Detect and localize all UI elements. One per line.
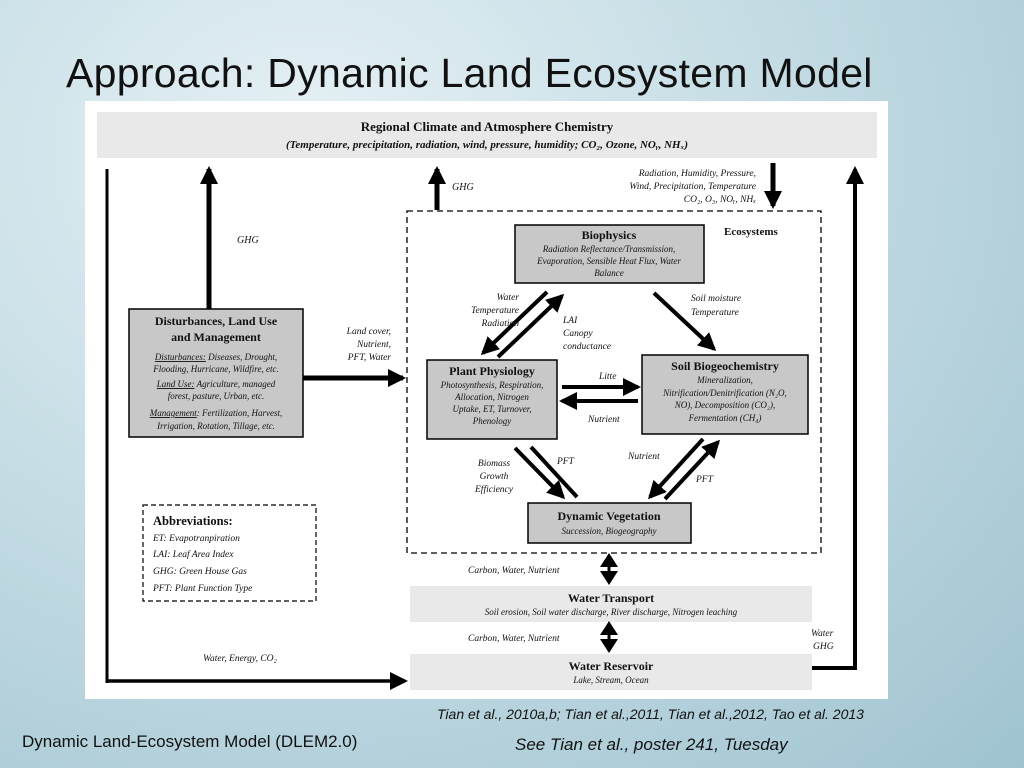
carbon-water-label-1: Carbon, Water, Nutrient: [468, 566, 560, 576]
lai-canopy-line-1: LAI: [563, 316, 578, 326]
dlem-diagram: [85, 101, 888, 699]
land-cover-line-3: PFT, Water: [347, 353, 391, 363]
water-ghg-line-1: Water: [811, 629, 834, 639]
soil-biogeochemistry-title: Soil Biogeochemistry: [671, 359, 779, 373]
plant-physiology-line-4: Phenology: [472, 416, 512, 426]
land-cover-line-2: Nutrient,: [356, 340, 391, 350]
climate-title: Regional Climate and Atmosphere Chemistry: [360, 119, 614, 134]
water-transport-title: Water Transport: [567, 591, 655, 605]
water-reservoir-box: [410, 654, 812, 690]
disturbances-box: [129, 309, 303, 437]
water-ghg-line-2: GHG: [813, 642, 834, 652]
disturbances-title-1: Disturbances, Land Use: [154, 314, 278, 328]
water-reservoir-subtitle: Lake, Stream, Ocean: [573, 675, 649, 685]
footer-label: Dynamic Land-Ecosystem Model (DLEM2.0): [22, 732, 358, 751]
disturbances-title-2: and Management: [171, 330, 261, 344]
dynamic-vegetation-box: [528, 503, 691, 543]
abbreviations-title: Abbreviations:: [153, 514, 233, 528]
disturbances-line-1: Disturbances: Diseases, Drought,: [154, 352, 278, 362]
land-cover-line-1: Land cover,: [346, 327, 391, 337]
biophysics-line-2: Evaporation, Sensible Heat Flux, Water: [537, 256, 681, 266]
litter-label: Litte: [599, 372, 617, 382]
citation: Tian et al., 2010a,b; Tian et al.,2011, Tian et al.,2012, Tao et al. 2013: [437, 706, 864, 722]
carbon-water-label-2: Carbon, Water, Nutrient: [468, 634, 560, 644]
water-energy-label: Water, Energy, CO₂: [203, 654, 277, 664]
disturbances-line-4: forest, pasture, Urban, etc.: [167, 391, 265, 401]
lai-canopy-line-3: conductance: [563, 342, 612, 352]
nutrient-right-label: Nutrient: [628, 452, 660, 462]
dynamic-vegetation-subtitle: Succession, Biogeography: [561, 526, 657, 536]
slide-title: Approach: Dynamic Land Ecosystem Model: [66, 50, 873, 96]
climate-drivers-line-2: Wind, Precipitation, Temperature: [629, 182, 756, 192]
soil-biogeochemistry-box: [642, 355, 808, 434]
climate-subtitle: (Temperature, precipitation, radiation, wind, pressure, humidity; CO₂, Ozone, NOᵧ, NHₓ): [286, 139, 688, 151]
plant-physiology-line-3: Uptake, ET, Turnover,: [452, 404, 532, 414]
soil-moisture-line-1: Soil moisture: [691, 294, 742, 304]
plant-physiology-title: Plant Physiology: [449, 364, 535, 378]
biomass-line-2: Growth: [479, 472, 509, 482]
disturbances-line-2: Flooding, Hurricane, Wildfire, etc.: [153, 364, 279, 374]
disturbances-line-5: Management: Fertilization, Harvest,: [149, 408, 283, 418]
climate-drivers-line-1: Radiation, Humidity, Pressure,: [638, 169, 756, 179]
abbreviation-item-3: GHG: Green House Gas: [153, 567, 247, 577]
climate-drivers-line-3: CO₂, O₃, NOᵧ, NHₓ: [683, 195, 756, 205]
soil-moisture-line-2: Temperature: [691, 308, 739, 318]
soil-biogeochemistry-line-2: Nitrification/Denitrification (N₂O,: [663, 388, 787, 398]
biophysics-title: Biophysics: [581, 228, 637, 242]
ecosystems-label: Ecosystems: [724, 226, 778, 238]
water-transport-subtitle: Soil erosion, Soil water discharge, River discharge, Nitrogen leaching: [484, 607, 738, 617]
lai-canopy-line-2: Canopy: [563, 329, 593, 339]
water-temp-rad-line-1: Water: [496, 293, 519, 303]
biomass-line-3: Efficiency: [475, 485, 513, 495]
biophysics-line-3: Balance: [594, 268, 624, 278]
disturbances-line-6: Irrigation, Rotation, Tillage, etc.: [157, 421, 275, 431]
water-temp-rad-line-2: Temperature: [471, 306, 519, 316]
nutrient-mid-label: Nutrient: [588, 415, 620, 425]
plant-physiology-box: [427, 360, 557, 439]
water-temp-rad-line-3: Radiation: [481, 319, 519, 329]
biophysics-box: [515, 225, 704, 283]
plant-physiology-line-1: Photosynthesis, Respiration,: [440, 380, 544, 390]
poster-reference: See Tian et al., poster 241, Tuesday: [515, 735, 788, 754]
pft-left-label: PFT: [557, 457, 574, 467]
dynamic-vegetation-title: Dynamic Vegetation: [557, 509, 661, 523]
ghg-left-label: GHG: [237, 235, 259, 246]
abbreviation-item-1: ET: Evapotranpiration: [153, 534, 240, 544]
climate-box: [97, 112, 877, 158]
soil-biogeochemistry-line-4: Fermentation (CH₄): [688, 413, 762, 423]
ghg-top-label: GHG: [452, 182, 474, 193]
soil-biogeochemistry-line-3: NO), Decomposition (CO₂),: [674, 400, 776, 410]
biophysics-line-1: Radiation Reflectance/Transmission,: [542, 244, 676, 254]
abbreviation-item-2: LAI: Leaf Area Index: [153, 550, 234, 560]
abbreviation-item-4: PFT: Plant Function Type: [153, 584, 253, 594]
biomass-line-1: Biomass: [477, 459, 511, 469]
abbreviations-box: [143, 505, 316, 601]
plant-physiology-line-2: Allocation, Nitrogen: [455, 392, 529, 402]
pft-right-label: PFT: [696, 475, 713, 485]
water-reservoir-title: Water Reservoir: [568, 659, 654, 673]
disturbances-line-3: Land Use: Agriculture, managed: [156, 379, 276, 389]
water-transport-box: [410, 586, 812, 622]
soil-biogeochemistry-line-1: Mineralization,: [697, 375, 753, 385]
